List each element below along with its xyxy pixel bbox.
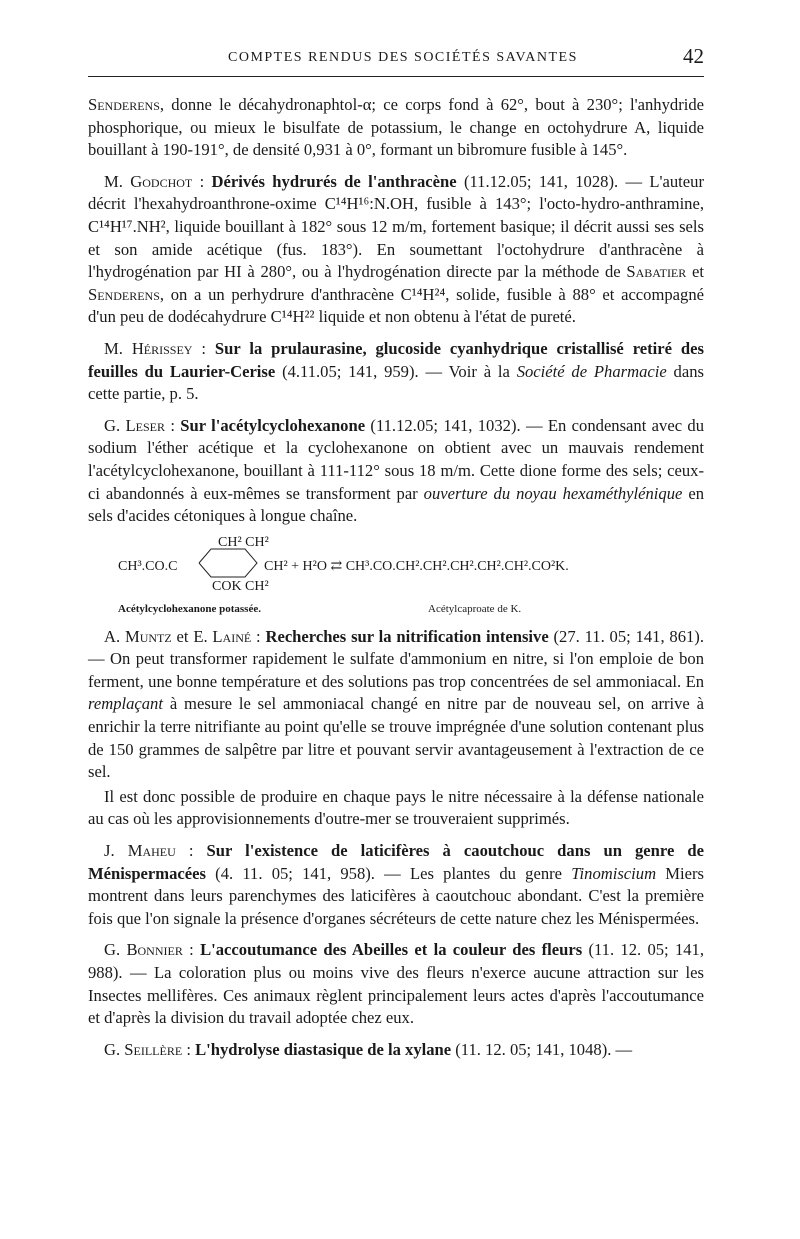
author-name: Senderens xyxy=(88,95,160,114)
entry-text: — On peut transformer rapidement le sulfate d'ammonium en nitre, si l'on emploie de bon ferment, une bonne température et des solutions pas trop concentrées de sel ammoniacal. En xyxy=(88,649,704,691)
entry-sep: : xyxy=(192,171,212,191)
entry-reference: (27. 11. 05; 141, 861). xyxy=(548,626,704,646)
entry-sep: : xyxy=(251,626,266,646)
italic-text: Tinomiscium xyxy=(571,863,657,883)
author-name: Godchot xyxy=(130,171,193,191)
page-body xyxy=(88,94,704,1070)
entry-reference: (11.12.05; 141, 1032). xyxy=(365,415,521,435)
entry-text: dans cette partie, p. 5. xyxy=(88,361,704,404)
author-name: Muntz xyxy=(124,626,172,646)
entry-title: Recherches sur la nitrification intensive xyxy=(265,626,549,646)
formula-bottom: COK CH² xyxy=(212,578,269,594)
entry-reference: (11.12.05; 141, 1028). xyxy=(456,171,619,191)
entry-sep: : xyxy=(182,940,201,960)
entry-lead: A. xyxy=(104,626,125,646)
entry-sep: : xyxy=(175,841,207,861)
entry-text: — Les plantes du genre xyxy=(374,863,572,883)
author-name: Bonnier xyxy=(126,940,183,960)
formula-caption-right: Acétylcaproate de K. xyxy=(428,602,522,615)
italic-text: ouverture du noyau hexaméthylénique xyxy=(423,483,683,503)
entry-title: Sur l'existence de laticifères à caoutchouc dans un genre de Ménispermacées xyxy=(88,841,704,883)
entry-text: — L'auteur décrit l'hexahydroanthrone-oxime C¹⁴H¹⁶:N.OH, fusible à 143°; l'octo-hydro-anthramine, C¹⁴H¹⁷.NH², liquide bouillant à 182° sous 12 m/m, fortement basique; il décrit aussi ses sels et son amide acétique (fus. 183°). En soumettant l'octohydrure d'anthracène à l'hydrogénation par HI à 280°, ou à l'hydrogénation directe par la méthode de xyxy=(88,171,704,282)
paragraph-senderens xyxy=(88,94,704,162)
entry-lead: et E. xyxy=(171,626,213,646)
running-title: COMPTES RENDUS DES SOCIÉTÉS SAVANTES xyxy=(228,50,578,65)
entry-leser xyxy=(88,415,704,528)
entry-sep: : xyxy=(182,1039,196,1059)
entry-sep: : xyxy=(164,415,181,435)
entry-title: Dérivés hydrurés de l'anthracène xyxy=(211,171,457,191)
entry-reference: (4.11.05; 141, 959). — Voir à la xyxy=(275,361,517,381)
chemical-formula xyxy=(88,532,704,616)
italic-text: remplaçant xyxy=(88,694,163,714)
cited-name: Sabatier xyxy=(626,262,687,282)
entry-lead: M. xyxy=(104,338,132,358)
entry-lead: G. xyxy=(104,1039,125,1059)
author-name: Lainé xyxy=(212,626,252,646)
author-name: Hérissey xyxy=(131,338,193,358)
entry-seillere xyxy=(88,1039,704,1062)
author-name: Leser xyxy=(125,415,165,435)
entry-lead: J. xyxy=(104,841,128,861)
entry-bonnier xyxy=(88,939,704,1029)
author-name: Seillère xyxy=(124,1039,183,1059)
page-header xyxy=(88,46,704,72)
entry-reference: (11. 12. 05; 141, 1048). — xyxy=(451,1039,633,1059)
entry-text: à mesure le sel ammoniacal changé en nitre par de nouveau sel, on arrive à enrichir la terre nitrifiante au point qu'elle se trouve imprégnée d'une solution contenant plus de 150 grammes de salpêtre par litre et pouvant servir avantageusement à l'extraction de ce sel. xyxy=(88,694,704,782)
entry-text: , on a un perhydrure d'anthracène C¹⁴H²⁴, solide, fusible à 88° et accompagné d'un peu de dodécahydrure C¹⁴H²² liquide et non obtenu à l'état de pureté. xyxy=(88,284,704,327)
formula-caption-left: Acétylcyclohexanone potassée. xyxy=(118,602,261,615)
entry-text: — En condensant avec du sodium l'éther acétique et la cyclohexanone on obtient avec un mauvais rendement l'acétylcyclohexanone, bouillant à 111-112° sous 18 m/m. Cette dione forme des sels; ceux-ci abandonnés à eux-mêmes se transforment par xyxy=(88,415,705,503)
paragraph-nitre: Il est donc possible de produire en chaque pays le nitre nécessaire à la défense nationale au cas où les approvisionnements d'outre-mer se trouveraient supprimés. xyxy=(88,786,704,829)
cyclohexane-ring-icon xyxy=(193,546,263,580)
entry-lead: G. xyxy=(104,940,127,960)
paragraph-text: , donne le décahydronaphtol-α; ce corps fond à 62°, bout à 230°; l'anhydride phosphorique, ou mieux le bisulfate de potassium, le change en octohydrure A, liquide bouillant à 190-191°, de densité 0,931 à 0°, formant un bibromure fusible à 145°. xyxy=(88,95,704,160)
entry-reference: (11. 12. 05; 141, 988). xyxy=(88,940,704,982)
header-rule xyxy=(88,76,704,77)
entry-title: Sur l'acétylcyclohexanone xyxy=(180,415,366,435)
cited-name: Senderens xyxy=(88,284,160,304)
entry-maheu xyxy=(88,840,704,930)
formula-left: CH³.CO.C xyxy=(118,558,178,574)
entry-text: — La coloration plus ou moins vive des fleurs n'exerce aucune attraction sur les Insectes mellifères. Ces animaux règlent principalement leurs actes d'après l'accoutumance et d'après la division du travail adoptée chez eux. xyxy=(88,963,704,1028)
entry-muntz-laine xyxy=(88,626,704,784)
entry-herissey xyxy=(88,338,704,406)
italic-text: Société de Pharmacie xyxy=(516,361,667,381)
formula-top: CH² CH² xyxy=(218,534,269,550)
entry-lead: G. xyxy=(104,415,126,435)
page-number: 42 xyxy=(683,44,704,68)
entry-text: en sels d'acides cétoniques à longue chaîne. xyxy=(88,483,704,526)
entry-godchot xyxy=(88,171,704,329)
entry-sep: : xyxy=(192,338,215,358)
entry-text: Miers montrent dans leurs parenchymes des laticifères à caoutchouc abondant. C'est la première fois que l'on signale la présence d'organes sécréteurs de cette nature chez les Ménispermées. xyxy=(88,863,704,928)
entry-reference: (4. 11. 05; 141, 958). xyxy=(205,863,375,883)
formula-right: CH² + H²O ⇄ CH³.CO.CH².CH².CH².CH².CH².CO²K. xyxy=(264,558,569,574)
entry-title: Sur la prulaurasine, glucoside cyanhydrique cristallisé retiré des feuilles du Laurier-Cerise xyxy=(88,338,704,381)
author-name: Maheu xyxy=(127,841,176,861)
entry-title: L'accoutumance des Abeilles et la couleur des fleurs xyxy=(200,940,583,960)
entry-text: et xyxy=(686,262,704,282)
entry-lead: M. xyxy=(104,171,131,191)
entry-title: L'hydrolyse diastasique de la xylane xyxy=(195,1039,452,1059)
